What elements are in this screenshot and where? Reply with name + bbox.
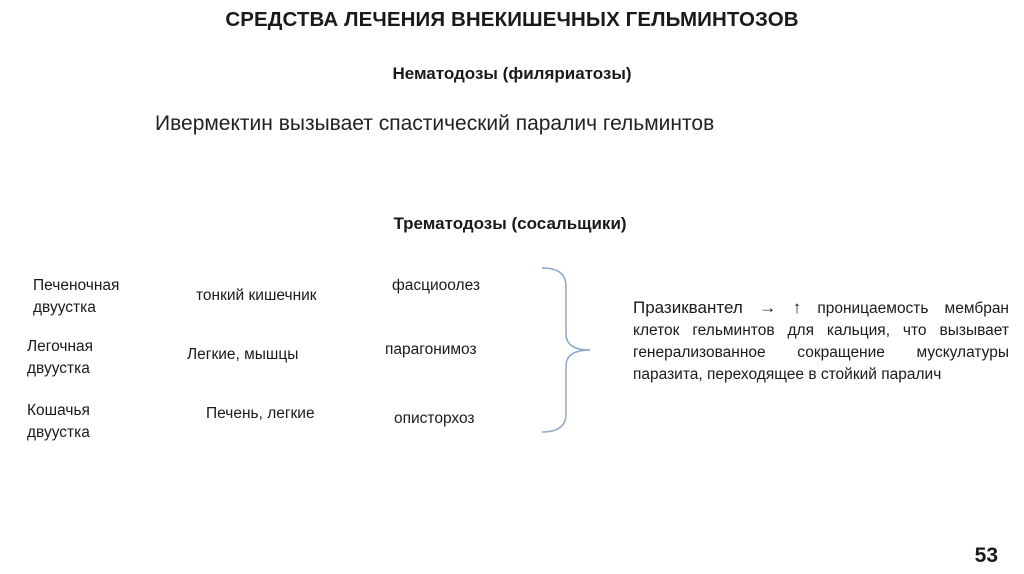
praziquantel-description [633, 297, 1009, 386]
nematodes-heading: Нематодозы (филяриатозы) [392, 64, 632, 83]
praziquantel-text: проницаемость мембран клеток гельминтов для кальция, что вызывает генерализованное сокращение мускулатуры паразита, переходящее в стойкий паралич [633, 300, 1009, 383]
ivermectin-statement: Ивермектин вызывает спастический паралич гельминтов [155, 112, 715, 135]
slide-title: СРЕДСТВА ЛЕЧЕНИЯ ВНЕКИШЕЧНЫХ ГЕЛЬМИНТОЗОВ [225, 8, 799, 31]
organism-lung-fluke: Легочная двуустка [27, 338, 94, 377]
location-cat-fluke: Печень, легкие [206, 405, 315, 422]
location-liver-fluke: тонкий кишечник [196, 287, 317, 304]
curly-brace [538, 266, 598, 434]
disease-paragonimiasis: парагонимоз [385, 341, 477, 358]
organism-liver-fluke: Печеночная двуустка [33, 277, 120, 316]
disease-opisthorchiasis: описторхоз [394, 410, 475, 427]
trematodes-heading: Трематодозы (сосальщики) [393, 214, 627, 233]
praziquantel-lead: Празиквантел → ↑ [633, 298, 802, 317]
page-number: 53 [974, 544, 998, 567]
disease-fascioliasis: фасциоолез [392, 277, 480, 294]
organism-cat-fluke: Кошачья двуустка [27, 402, 90, 441]
location-lung-fluke: Легкие, мышцы [187, 346, 299, 363]
